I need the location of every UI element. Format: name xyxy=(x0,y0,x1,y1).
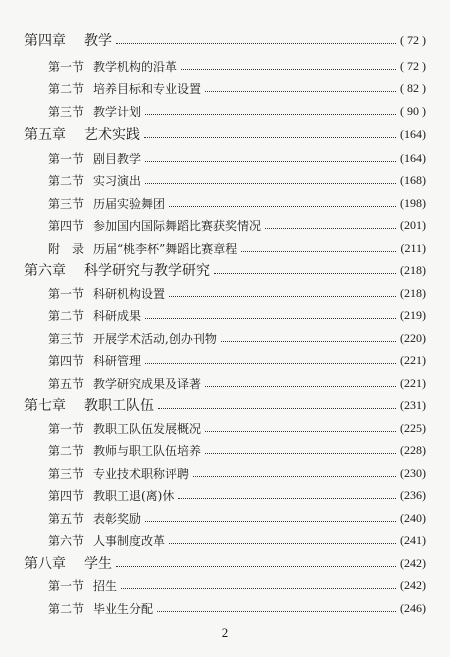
toc-entry-number: 第三节 xyxy=(48,331,85,346)
toc-leader-dots xyxy=(145,318,396,319)
toc-entry-number: 第五章 xyxy=(24,127,66,143)
toc-entry-number: 第四节 xyxy=(48,488,85,503)
toc-leader-dots xyxy=(178,498,396,499)
toc-section-row xyxy=(0,463,450,483)
toc-entry-page: (198) xyxy=(400,195,426,210)
toc-leader-dots xyxy=(158,408,396,409)
toc-section-row xyxy=(0,193,450,213)
toc-section-row xyxy=(0,238,450,258)
toc-entry-page: (168) xyxy=(400,172,426,187)
toc-leader-dots xyxy=(145,363,396,364)
toc-leader-dots xyxy=(205,91,396,92)
toc-entry-title: 教职工退(离)休 xyxy=(93,488,175,503)
toc-entry-page: (242) xyxy=(400,555,426,570)
toc-entry-title: 教学计划 xyxy=(93,104,142,119)
toc-section-row xyxy=(0,508,450,528)
toc-entry-page: (241) xyxy=(400,532,426,547)
toc-entry-title: 表彰奖励 xyxy=(93,511,142,526)
toc-entry-title: 人事制度改革 xyxy=(93,533,166,548)
toc-entry-number: 第六节 xyxy=(48,533,85,548)
toc-entry-title: 教师与职工队伍培养 xyxy=(93,443,202,458)
toc-entry-number: 第三节 xyxy=(48,196,85,211)
toc-entry-title: 教学 xyxy=(84,33,112,49)
toc-section-row xyxy=(0,598,450,618)
toc-entry-page: (219) xyxy=(400,307,426,322)
toc-entry-page: ( 72 ) xyxy=(400,32,426,47)
toc-section-row xyxy=(0,328,450,348)
toc-entry-page: (164) xyxy=(400,126,426,141)
toc-entry-number: 第一节 xyxy=(48,421,85,436)
toc-leader-dots xyxy=(121,588,396,589)
toc-chapter-row xyxy=(0,260,450,280)
page-number: 2 xyxy=(221,625,229,640)
toc-section-row xyxy=(0,575,450,595)
toc-entry-number: 第五节 xyxy=(48,511,85,526)
toc-entry-number: 第四节 xyxy=(48,353,85,368)
toc-entry-number: 第二节 xyxy=(48,173,85,188)
toc-entry-number: 第一节 xyxy=(48,151,85,166)
toc-entry-page: (225) xyxy=(400,420,426,435)
toc-leader-dots xyxy=(193,476,396,477)
toc-entry-title: 教职工队伍发展概况 xyxy=(93,421,202,436)
toc-entry-page: ( 82 ) xyxy=(400,80,426,95)
toc-leader-dots xyxy=(145,114,396,115)
toc-entry-page: (242) xyxy=(400,577,426,592)
toc-section-row xyxy=(0,283,450,303)
toc-entry-page: ( 72 ) xyxy=(400,58,426,73)
toc-leader-dots xyxy=(169,296,396,297)
toc-entry-page: (218) xyxy=(400,262,426,277)
toc-entry-page: (240) xyxy=(400,510,426,525)
toc-leader-dots xyxy=(265,228,396,229)
toc-entry-title: 历届“桃李杯”舞蹈比赛章程 xyxy=(93,241,238,256)
toc-leader-dots xyxy=(169,543,396,544)
toc-entry-page: (231) xyxy=(400,397,426,412)
toc-leader-dots xyxy=(221,341,396,342)
toc-leader-dots xyxy=(181,69,396,70)
toc-entry-number: 第八章 xyxy=(24,556,66,572)
toc-leader-dots xyxy=(241,251,396,252)
toc-entry-title: 科研机构设置 xyxy=(93,286,166,301)
toc-entry-number: 第二节 xyxy=(48,81,85,96)
toc-section-row xyxy=(0,148,450,168)
toc-entry-number: 第三节 xyxy=(48,104,85,119)
toc-entry-title: 科研成果 xyxy=(93,308,142,323)
toc-entry-number: 附 录 xyxy=(48,241,85,256)
toc-entry-number: 第四节 xyxy=(48,218,85,233)
toc-entry-page: (221) xyxy=(400,375,426,390)
toc-entry-page: (220) xyxy=(400,330,426,345)
toc-entry-number: 第二节 xyxy=(48,601,85,616)
toc-section-row xyxy=(0,485,450,505)
toc-chapter-row xyxy=(0,30,450,50)
toc-leader-dots xyxy=(169,206,396,207)
toc-entry-page: (221) xyxy=(400,352,426,367)
toc-entry-title: 教职工队伍 xyxy=(84,398,154,414)
toc-leader-dots xyxy=(205,453,396,454)
toc-chapter-row xyxy=(0,124,450,144)
toc-leader-dots xyxy=(144,137,396,138)
toc-section-row xyxy=(0,170,450,190)
toc-entry-title: 专业技术职称评聘 xyxy=(93,466,190,481)
toc-section-row xyxy=(0,215,450,235)
toc-leader-dots xyxy=(205,386,396,387)
toc-leader-dots xyxy=(157,611,396,612)
toc-entry-title: 开展学术活动,创办刊物 xyxy=(93,331,217,346)
toc-leader-dots xyxy=(116,43,396,44)
toc-section-row xyxy=(0,78,450,98)
toc-entry-title: 科学研究与教学研究 xyxy=(84,263,210,279)
toc-section-row xyxy=(0,305,450,325)
toc-section-row xyxy=(0,350,450,370)
toc-entry-number: 第一节 xyxy=(48,59,85,74)
toc-entry-title: 毕业生分配 xyxy=(93,601,154,616)
toc-entry-page: (246) xyxy=(400,600,426,615)
toc-chapter-row xyxy=(0,553,450,573)
toc-entry-page: (218) xyxy=(400,285,426,300)
toc-entry-title: 剧目教学 xyxy=(93,151,142,166)
toc-entry-number: 第一节 xyxy=(48,578,85,593)
toc-leader-dots xyxy=(145,521,396,522)
toc-entry-number: 第六章 xyxy=(24,263,66,279)
toc-entry-number: 第二节 xyxy=(48,443,85,458)
toc-entry-number: 第二节 xyxy=(48,308,85,323)
toc-entry-number: 第四章 xyxy=(24,33,66,49)
toc-section-row xyxy=(0,373,450,393)
toc-leader-dots xyxy=(205,431,396,432)
toc-chapter-row xyxy=(0,395,450,415)
toc-section-row xyxy=(0,440,450,460)
toc-entry-page: (201) xyxy=(400,217,426,232)
toc-entry-page: ( 90 ) xyxy=(400,103,426,118)
toc-leader-dots xyxy=(116,566,396,567)
toc-entry-title: 科研管理 xyxy=(93,353,142,368)
toc-entry-title: 艺术实践 xyxy=(84,127,140,143)
toc-section-row xyxy=(0,56,450,76)
toc-entry-page: (211) xyxy=(400,240,426,255)
toc-entry-title: 历届实验舞团 xyxy=(93,196,166,211)
toc-entry-title: 实习演出 xyxy=(93,173,142,188)
toc-entry-number: 第三节 xyxy=(48,466,85,481)
toc-section-row xyxy=(0,530,450,550)
toc-entry-title: 教学机构的沿革 xyxy=(93,59,178,74)
toc-leader-dots xyxy=(214,273,396,274)
toc-leader-dots xyxy=(145,161,396,162)
toc-entry-title: 培养目标和专业设置 xyxy=(93,81,202,96)
toc-entry-page: (228) xyxy=(400,442,426,457)
toc-entry-page: (164) xyxy=(400,150,426,165)
toc-entry-number: 第五节 xyxy=(48,376,85,391)
toc-entry-title: 教学研究成果及译著 xyxy=(93,376,202,391)
toc-entry-number: 第七章 xyxy=(24,398,66,414)
toc-entry-page: (236) xyxy=(400,487,426,502)
toc-entry-title: 学生 xyxy=(84,556,112,572)
toc-entry-title: 参加国内国际舞蹈比赛获奖情况 xyxy=(93,218,262,233)
toc-entry-number: 第一节 xyxy=(48,286,85,301)
toc-section-row xyxy=(0,101,450,121)
toc-entry-page: (230) xyxy=(400,465,426,480)
toc-section-row xyxy=(0,418,450,438)
toc-leader-dots xyxy=(145,183,396,184)
toc-entry-title: 招生 xyxy=(93,578,118,593)
